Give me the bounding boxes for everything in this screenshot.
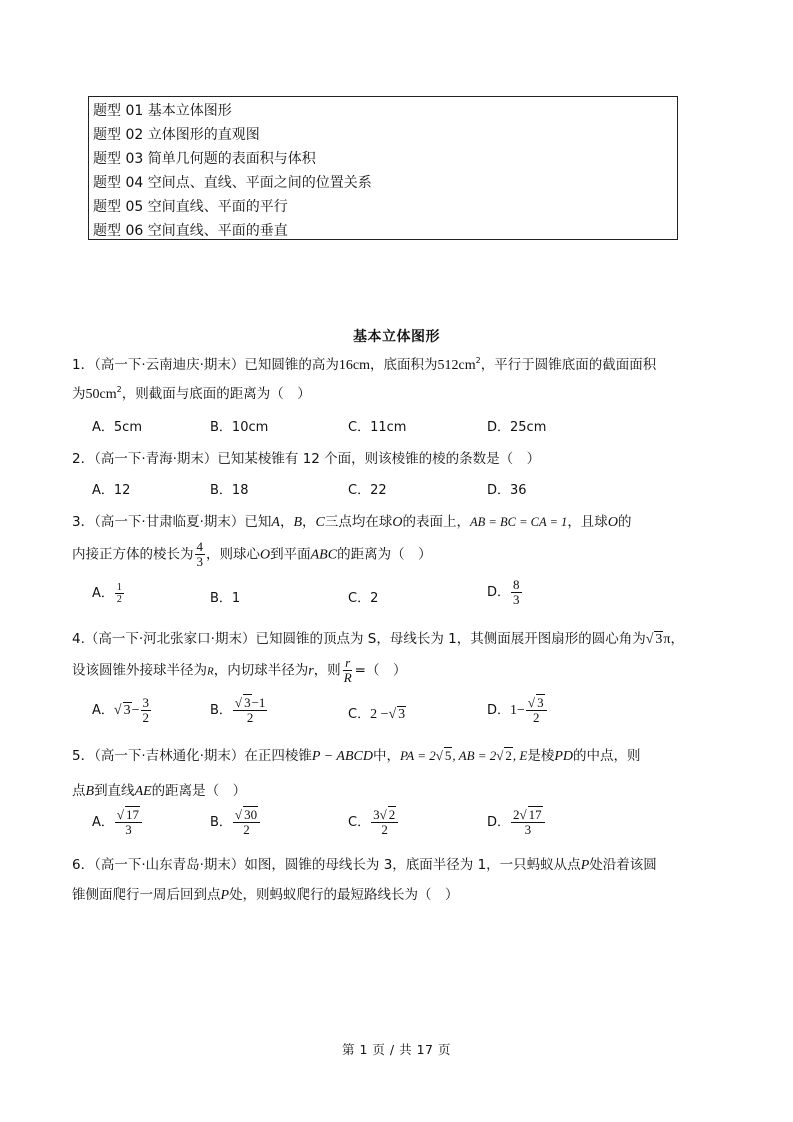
denominator: 3 (125, 822, 132, 837)
numerator (115, 808, 142, 823)
q4-text: ，则 (313, 662, 341, 679)
numerator: 8 (513, 577, 520, 592)
q5-text: 到直线 (94, 783, 135, 799)
sqrt: √ 5 (435, 748, 452, 763)
q1-option-d (487, 416, 546, 435)
q5-text: 5．（高一下·吉林通化·期末）在正四棱锥 (72, 748, 312, 764)
sqrt: √ 3 (234, 695, 251, 710)
q5-text: 点 (72, 783, 86, 799)
option-label: B． (210, 591, 232, 606)
q3-text: 的距离为（ ） (337, 546, 432, 563)
minus-one: −1 (251, 695, 266, 710)
sqrt: √ 3 (113, 703, 131, 718)
option-label: A． (92, 420, 114, 435)
q4-option-d (487, 696, 548, 725)
q2-option-a (92, 479, 130, 498)
q3-text: ，则球心 (206, 546, 260, 563)
option-label: D． (487, 420, 511, 435)
option-label: A． (92, 586, 114, 601)
numerator (371, 808, 398, 823)
option-value: 2 (370, 591, 379, 606)
coefficient: 3 (373, 807, 380, 822)
point-e: , E (512, 748, 528, 763)
option-value: 11cm (370, 420, 407, 435)
topic-item: 题型 05 空间直线、平面的平行 (93, 199, 288, 215)
radicand: 30 (244, 807, 258, 822)
option-label: B． (210, 815, 232, 830)
q3-text: 三点均在球 (324, 514, 393, 530)
option-label: A． (92, 703, 114, 718)
coefficient: 2 (513, 807, 520, 822)
sqrt: √ 2 (379, 807, 396, 822)
question-2-line-1: 2．（高一下·青海·期末）已知某棱锥有 12 个面，则该棱锥的棱的条数是（ ） (72, 451, 541, 467)
q1-option-a (92, 416, 142, 435)
radicand: 5 (444, 748, 452, 763)
radicand: 3 (655, 632, 663, 647)
q5-text: 中， (372, 748, 400, 764)
topic-item: 题型 02 立体图形的直观图 (93, 127, 260, 143)
radicand: 17 (126, 807, 140, 822)
q3-text: 到平面 (270, 546, 311, 563)
q4-text: =（ ） (354, 662, 407, 679)
q6-text: 锥侧面爬行一周后回到点 (72, 887, 221, 903)
q5-option-b (210, 808, 261, 837)
q1-exponent: 2 (116, 385, 122, 394)
option-value: 10cm (231, 420, 269, 435)
radicand: 3 (123, 703, 131, 718)
sqrt: √ 17 (519, 807, 542, 822)
q3-sphere: O (392, 515, 403, 530)
sqrt: √ 17 (116, 807, 140, 822)
q3-sphere: O (260, 547, 271, 563)
q3-option-d-fraction (511, 578, 522, 607)
option-label: D． (487, 703, 511, 718)
question-1-line-2 (72, 382, 311, 403)
q3-equation: AB = BC = CA = 1 (470, 515, 568, 529)
q3-text: ， (302, 514, 316, 530)
q1-exponent: 2 (475, 356, 481, 365)
q3-text: 3．（高一下·甘肃临夏·期末）已知 (72, 514, 272, 530)
topic-item: 题型 03 简单几何题的表面积与体积 (93, 151, 316, 167)
topic-item: 题型 01 基本立体图形 (93, 103, 232, 119)
q2-option-d (487, 479, 527, 498)
numerator: 1 (116, 582, 122, 593)
q4-text: 设该圆锥外接球半径为 (72, 662, 207, 679)
q3-option-a (92, 582, 125, 605)
option-label: A． (92, 815, 114, 830)
q2-option-b (210, 479, 248, 498)
q3-plane: ABC (310, 547, 338, 563)
option-label: D． (487, 815, 511, 830)
denominator: R (343, 670, 352, 685)
sqrt: √ 3 (388, 707, 406, 722)
option-label: A． (92, 483, 114, 498)
question-3-line-1 (72, 510, 631, 531)
q5-option-c (348, 808, 399, 837)
option-label: D． (487, 483, 511, 498)
q3-option-c (348, 587, 378, 606)
q1-section-area: 50cm (85, 387, 117, 402)
option-label: B． (210, 703, 232, 718)
option-label: B． (210, 483, 232, 498)
q4-option-b (210, 696, 268, 725)
section-title: 基本立体图形 (353, 329, 440, 345)
value: 1− (510, 703, 525, 718)
denominator: 2 (243, 822, 250, 837)
q1-text: ，则截面与底面的距离为（ ） (121, 386, 311, 402)
option-value: 5cm (113, 420, 142, 435)
q4-ratio-fraction (342, 656, 354, 685)
q4-text: ，内切球半径为 (213, 662, 309, 679)
numerator: 3 (142, 695, 149, 710)
q4-outer-radius: R (207, 665, 214, 678)
q3-text: 的 (617, 514, 632, 530)
sqrt: √ 2 (496, 748, 512, 763)
q1-option-c (348, 416, 406, 435)
option-label: C． (348, 591, 371, 606)
option-label: C． (348, 815, 371, 830)
q5-condition (400, 748, 527, 763)
minus: − (131, 703, 140, 718)
option-value: 25cm (510, 420, 547, 435)
numerator (526, 696, 547, 711)
option-label: C． (348, 483, 371, 498)
sqrt: √ 30 (234, 807, 258, 822)
option-value: 18 (231, 483, 249, 498)
q6-point-p: P (220, 888, 230, 903)
question-6-line-1 (72, 853, 657, 874)
radicand: 3 (398, 707, 406, 722)
eq-ab: , AB = 2 (452, 748, 497, 763)
q3-fraction (195, 540, 206, 569)
page-footer: 第 1 页 / 共 17 页 (342, 1042, 451, 1057)
numerator: 4 (196, 539, 203, 554)
question-1-line-1 (72, 353, 656, 374)
option-value: 1 (231, 591, 241, 606)
topic-list-box (88, 96, 678, 240)
question-6-line-2 (72, 883, 459, 904)
q3-point-c: C (315, 515, 325, 530)
eq-pa: PA = 2 (399, 748, 436, 763)
radicand: 17 (528, 807, 542, 822)
q3-option-a-fraction (115, 582, 124, 605)
fraction (526, 696, 547, 725)
q4-option-c (348, 703, 406, 723)
q1-text: 为 (72, 386, 86, 402)
option-label: C． (348, 420, 371, 435)
option-value: 22 (370, 483, 387, 498)
q4-pi: π (663, 632, 671, 647)
fraction (141, 696, 152, 725)
q1-option-b (210, 416, 268, 435)
q1-text: ，底面积为 (370, 357, 438, 373)
question-3-line-2 (72, 540, 432, 569)
q4-sqrt-3: √ 3 (645, 632, 663, 647)
numerator (233, 696, 267, 711)
radicand: 2 (505, 748, 512, 763)
q5-option-d (487, 808, 546, 837)
q2-option-c (348, 479, 387, 498)
denominator: 2 (532, 710, 540, 725)
q4-inner-radius: r (308, 663, 314, 679)
q5-pyramid: P − ABCD (311, 749, 373, 764)
fraction (115, 808, 142, 837)
radicand: 3 (537, 695, 544, 710)
denominator: 3 (513, 592, 520, 607)
option-label: C． (348, 707, 371, 722)
denominator: 3 (524, 822, 532, 837)
denominator: 3 (196, 554, 203, 569)
topic-item: 题型 04 空间点、直线、平面之间的位置关系 (93, 175, 372, 191)
q5-line-ae: AE (134, 784, 152, 799)
q3-text: ，且球 (567, 514, 608, 530)
q6-text: 6．（高一下·山东青岛·期末）如图，圆锥的母线长为 3，底面半径为 1，一只蚂蚁从点 (72, 857, 581, 873)
q4-text: 4.（高一下·河北张家口·期末）已知圆锥的顶点为 S，母线长为 1，其侧面展开图扇形的圆心角为 (72, 631, 646, 647)
fraction (233, 696, 267, 725)
q1-text: 1．（高一下·云南迪庆·期末）已知圆锥的高为 (72, 357, 339, 373)
q1-base-area: 512cm (437, 358, 476, 373)
q5-point-b: B (85, 784, 95, 799)
fraction (511, 808, 545, 837)
q3-text: 内接正方体的棱长为 (72, 546, 194, 563)
q3-text: 的表面上， (402, 514, 471, 530)
q5-text: 的中点，则 (573, 748, 641, 764)
q3-text: ， (279, 514, 294, 530)
topic-item: 题型 06 空间直线、平面的垂直 (93, 223, 288, 239)
question-5-line-1 (72, 744, 641, 765)
q3-option-b (210, 587, 240, 606)
numerator: r (345, 655, 351, 670)
denominator: 2 (116, 594, 122, 605)
numerator (233, 808, 260, 823)
sqrt: √ 3 (527, 695, 544, 710)
q3-sphere: O (607, 515, 618, 530)
q6-text: 处沿着该圆 (589, 857, 657, 873)
option-label: B． (210, 420, 232, 435)
option-value: 12 (113, 483, 131, 498)
q5-text: 的距离是（ ） (151, 783, 247, 799)
q1-text: ，平行于圆锥底面的截面面积 (480, 357, 657, 373)
denominator: 2 (142, 710, 149, 725)
question-4-line-1 (72, 627, 684, 648)
option-value: 36 (510, 483, 527, 498)
q3-point-a: A (271, 515, 280, 530)
value: 2 − (370, 707, 389, 722)
denominator: 2 (246, 710, 254, 725)
q6-point-p: P (580, 858, 590, 873)
q4-option-a (92, 696, 152, 725)
q5-edge: PD (554, 749, 574, 764)
question-4-line-2 (72, 656, 406, 685)
option-label: D． (487, 585, 511, 600)
denominator: 2 (381, 822, 388, 837)
q3-option-d (487, 578, 523, 607)
q4-text: ， (670, 631, 684, 647)
radicand: 2 (388, 807, 396, 822)
q5-option-a (92, 808, 143, 837)
fraction (233, 808, 260, 837)
q6-text: 处，则蚂蚁爬行的最短路线长为（ ） (229, 887, 459, 903)
radicand: 3 (244, 695, 251, 710)
q5-text: 是棱 (527, 748, 555, 764)
numerator (511, 808, 545, 823)
q1-height: 16cm (338, 358, 371, 373)
fraction (371, 808, 398, 837)
q3-point-b: B (293, 515, 303, 530)
question-5-line-2 (72, 779, 246, 800)
